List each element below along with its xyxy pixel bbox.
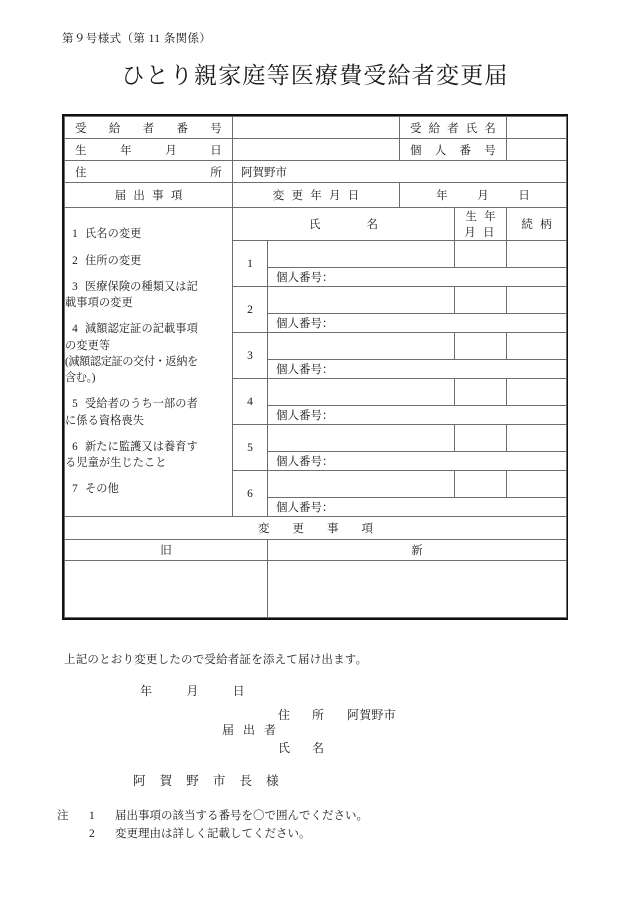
cell-birth-label xyxy=(65,139,233,161)
cell-recipient-name-label xyxy=(400,117,507,139)
row-recipient-address xyxy=(65,161,567,183)
reason-text: 住所の変更 xyxy=(85,254,142,267)
submission-date-line[interactable] xyxy=(140,682,245,699)
person-birthdate-value[interactable] xyxy=(455,333,507,360)
recipient-address-value: 阿賀野市 xyxy=(241,166,287,179)
cell-name-header xyxy=(233,208,455,241)
person-mynumber-label: 個人番号： xyxy=(276,364,334,376)
person-mynumber-cell[interactable] xyxy=(268,314,567,333)
person-mynumber-cell[interactable] xyxy=(268,498,567,517)
notes-block xyxy=(57,808,368,844)
row-recipient-number xyxy=(65,117,567,139)
person-row-number: 1 xyxy=(233,241,268,287)
cell-address-label xyxy=(65,161,233,183)
person-name-value[interactable] xyxy=(268,471,455,498)
person-mynumber-cell[interactable] xyxy=(268,360,567,379)
reason-text-line2: 載事項の変更 xyxy=(65,297,133,310)
notes-heading: 注 xyxy=(57,810,69,822)
submitter-label: 届 出 者 xyxy=(222,723,280,737)
person-relation-value[interactable] xyxy=(507,425,567,452)
old-label: 旧 xyxy=(160,545,172,557)
person-birthdate-value[interactable] xyxy=(455,241,507,268)
reason-item-3[interactable] xyxy=(65,279,232,311)
person-mynumber-cell[interactable] xyxy=(268,268,567,287)
form-number: 第９号様式（第 11 条関係） xyxy=(62,33,212,45)
person-relation-value[interactable] xyxy=(507,379,567,406)
addressee-mayor: 阿 賀 野 市 長 様 xyxy=(133,774,285,788)
reason-item-4[interactable] xyxy=(65,321,232,386)
cell-change-date-header xyxy=(233,183,400,208)
cell-birthdate-header xyxy=(455,208,507,241)
reason-text: その他 xyxy=(85,483,119,496)
person-name-value[interactable] xyxy=(268,287,455,314)
relation-header: 続 柄 xyxy=(521,219,554,231)
cell-mynumber-value[interactable] xyxy=(507,139,567,161)
reason-text-line4: 含む。) xyxy=(65,372,96,385)
person-birthdate-value[interactable] xyxy=(455,471,507,498)
row-old-new-values xyxy=(65,561,567,618)
person-relation-value[interactable] xyxy=(507,287,567,314)
cell-recipient-number-label xyxy=(65,117,233,139)
person-mynumber-label: 個人番号： xyxy=(276,502,334,514)
person-birthdate-value[interactable] xyxy=(455,287,507,314)
report-items-header: 届 出 事 項 xyxy=(114,190,185,202)
old-value-area[interactable] xyxy=(65,561,268,618)
row-change-section-title xyxy=(65,517,567,540)
reason-text: 受給者のうち一部の者 xyxy=(85,398,198,411)
person-relation-value[interactable] xyxy=(507,333,567,360)
cell-date-blanks-header[interactable] xyxy=(400,183,567,208)
cell-recipient-name-value[interactable] xyxy=(507,117,567,139)
change-date-header: 変 更 年 月 日 xyxy=(272,190,362,202)
reason-text-line2: の変更等 xyxy=(65,339,111,352)
main-form-table xyxy=(62,114,568,620)
reason-number: 2 xyxy=(72,254,78,267)
cell-reason-list xyxy=(65,208,233,517)
reason-text-line2: に係る資格喪失 xyxy=(65,414,145,427)
reason-text-line3: (減額認定証の交付・返納を xyxy=(65,355,198,368)
cell-old-label xyxy=(65,540,268,561)
person-name-value[interactable] xyxy=(268,425,455,452)
note-item-1 xyxy=(57,808,368,826)
declaration-statement: 上記のとおり変更したので受給者証を添えて届け出ます。 xyxy=(64,654,368,666)
date-blanks-header: 年 月 日 xyxy=(436,190,533,202)
reason-number: 5 xyxy=(72,398,78,411)
note-number: 2 xyxy=(89,827,95,840)
change-section-title: 変 更 事 項 xyxy=(258,523,373,535)
recipient-mynumber-label: 個 人 番 号 xyxy=(410,144,496,157)
reason-number: 7 xyxy=(72,483,78,496)
reason-number: 4 xyxy=(72,323,78,336)
cell-address-value[interactable] xyxy=(233,161,567,183)
submitter-name-label: 氏 名 xyxy=(278,741,330,755)
person-row-number: 2 xyxy=(233,287,268,333)
person-name-value[interactable] xyxy=(268,333,455,360)
cell-relation-header xyxy=(507,208,567,241)
date-year-label: 年 xyxy=(140,684,153,698)
person-row-number: 5 xyxy=(233,425,268,471)
cell-birth-value[interactable] xyxy=(233,139,400,161)
new-value-area[interactable] xyxy=(268,561,567,618)
recipient-number-label: 受 給 者 番 号 xyxy=(75,122,222,135)
submitter-address-row[interactable] xyxy=(278,706,396,723)
person-mynumber-cell[interactable] xyxy=(268,406,567,425)
reason-text-line2: る児童が生じたこと xyxy=(65,457,167,470)
reason-item-2[interactable] xyxy=(65,253,232,269)
reason-text: 減額認定証の記載事項 xyxy=(85,323,198,336)
reason-text: 新たに監護又は養育す xyxy=(85,440,198,453)
submitter-name-row[interactable] xyxy=(278,739,329,756)
person-row-number: 4 xyxy=(233,379,268,425)
date-day-label: 日 xyxy=(232,684,245,698)
reason-number: 3 xyxy=(72,280,78,293)
note-text: 届出事項の該当する番号を〇で囲んでください。 xyxy=(115,810,368,822)
cell-report-items-header xyxy=(65,183,233,208)
name-header: 氏 名 xyxy=(309,219,378,231)
date-month-label: 月 xyxy=(186,684,199,698)
person-mynumber-cell[interactable] xyxy=(268,452,567,471)
person-name-value[interactable] xyxy=(268,379,455,406)
cell-change-section-title xyxy=(65,517,567,540)
person-row-number: 3 xyxy=(233,333,268,379)
submitter-address-label: 住 所 xyxy=(278,708,330,722)
note-item-2 xyxy=(57,826,368,844)
row-section-headers xyxy=(65,183,567,208)
new-label: 新 xyxy=(411,545,423,557)
submitter-address-value: 阿賀野市 xyxy=(347,708,396,722)
row-recipient-birth xyxy=(65,139,567,161)
person-mynumber-label: 個人番号： xyxy=(276,318,334,330)
cell-recipient-number-value[interactable] xyxy=(233,117,400,139)
person-relation-value[interactable] xyxy=(507,471,567,498)
note-number: 1 xyxy=(89,810,95,822)
reason-text: 氏名の変更 xyxy=(85,228,142,241)
person-birthdate-value[interactable] xyxy=(455,425,507,452)
reason-item-7[interactable] xyxy=(65,481,232,497)
person-mynumber-label: 個人番号： xyxy=(276,456,334,468)
page-title: ひとり親家庭等医療費受給者変更届 xyxy=(121,63,509,88)
reason-number: 1 xyxy=(72,228,78,241)
cell-mynumber-label xyxy=(400,139,507,161)
row-old-new-headers xyxy=(65,540,567,561)
note-text: 変更理由は詳しく記載してください。 xyxy=(115,827,311,840)
person-mynumber-label: 個人番号： xyxy=(276,272,334,284)
birthdate-header: 生 年 月 日 xyxy=(464,211,498,239)
reason-number: 6 xyxy=(72,440,78,453)
reason-item-5[interactable] xyxy=(65,396,232,428)
person-row-number: 6 xyxy=(233,471,268,517)
person-relation-value[interactable] xyxy=(507,241,567,268)
row-person-col-headers xyxy=(65,208,567,241)
reason-item-1[interactable] xyxy=(65,226,232,242)
reason-item-6[interactable] xyxy=(65,439,232,471)
reason-text: 医療保険の種類又は記 xyxy=(85,280,198,293)
person-name-value[interactable] xyxy=(268,241,455,268)
person-birthdate-value[interactable] xyxy=(455,379,507,406)
recipient-birth-label: 生 年 月 日 xyxy=(75,144,222,157)
person-mynumber-label: 個人番号： xyxy=(276,410,334,422)
cell-new-label xyxy=(268,540,567,561)
recipient-name-label: 受 給 者 氏 名 xyxy=(410,122,496,135)
recipient-address-label: 住 所 xyxy=(75,166,222,179)
